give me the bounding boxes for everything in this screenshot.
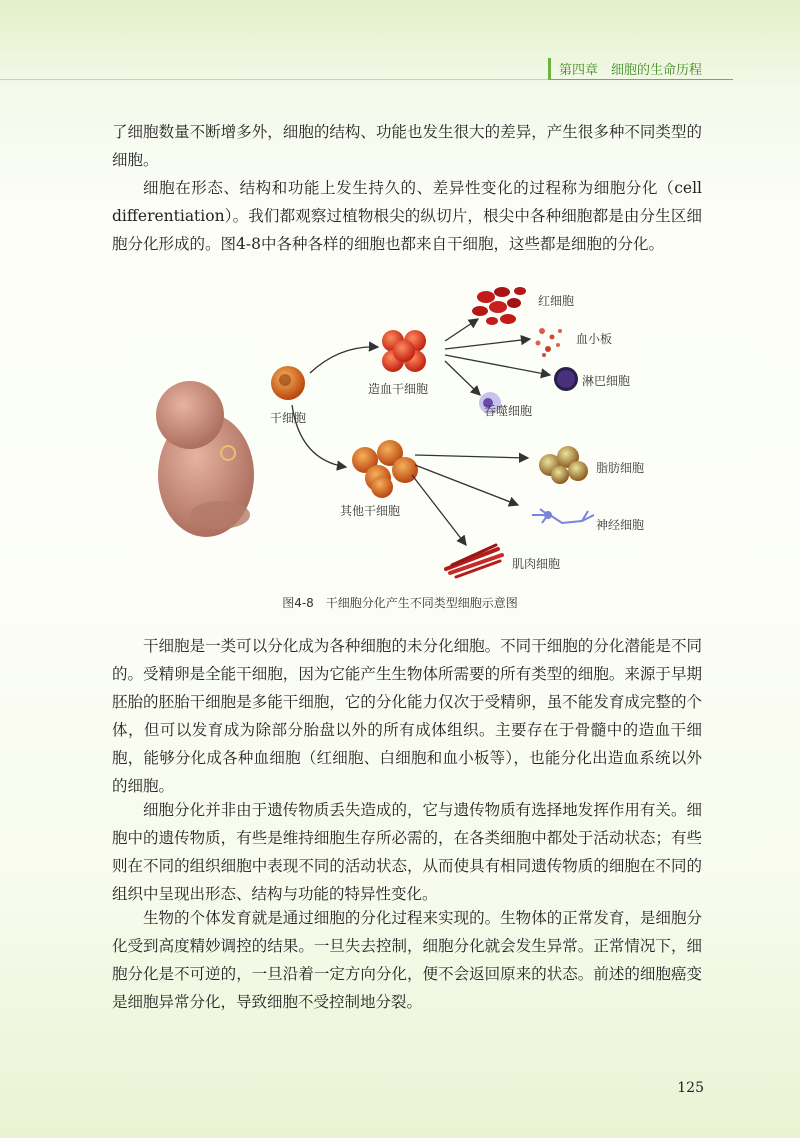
label-muscle: 肌肉细胞 (512, 557, 561, 571)
chapter-title: 第四章 细胞的生命历程 (559, 63, 703, 78)
label-stem-cell: 干细胞 (270, 411, 307, 425)
paragraph-2: 细胞在形态、结构和功能上发生持久的、差异性变化的过程称为细胞分化（cell differentiation）。我们都观察过植物根尖的纵切片，根尖中各种细胞都是由分生区细胞分化形成的。图4-8中各种各样的细胞也都来自干细胞，这些都是细胞的分化。 (112, 179, 702, 253)
paragraph-3: 干细胞是一类可以分化成为各种细胞的未分化细胞。不同干细胞的分化潜能是不同的。受精卵是全能干细胞，因为它能产生生物体所需要的所有类型的细胞。来源于早期胚胎的胚胎干细胞是多能干细胞，它的分化能力仅次于受精卵，虽不能发育成完整的个体，但可以发育成为除部分胎盘以外的所有成体组织。主要存在于骨髓中的造血干细胞，能够分化成各种血细胞（红细胞、白细胞和血小板等），也能分化出造血系统以外的细胞。 (112, 637, 702, 795)
label-macrophage: 吞噬细胞 (484, 404, 533, 418)
fetus-illustration (156, 381, 254, 537)
paragraph-1: 了细胞数量不断增多外，细胞的结构、功能也发生很大的差异，产生很多种不同类型的细胞。 (112, 123, 702, 169)
figure-4-8 (150, 275, 690, 585)
chapter-header (548, 58, 733, 80)
label-fat: 脂肪细胞 (596, 461, 645, 475)
stem-cell-illustration (271, 366, 305, 400)
paragraph-5: 生物的个体发育就是通过细胞的分化过程来实现的。生物体的正常发育，是细胞分化受到高度精妙调控的结果。一旦失去控制，细胞分化就会发生异常。正常情况下，细胞分化是不可逆的，一旦沿着一定方向分化，便不会返回原来的状态。前述的细胞癌变是细胞异常分化，导致细胞不受控制地分裂。 (112, 909, 702, 1011)
header-rule (0, 79, 548, 80)
platelets (536, 328, 563, 357)
label-neuron: 神经细胞 (596, 518, 645, 532)
figure-illustration (150, 275, 690, 585)
neuron (532, 509, 594, 523)
muscle-cells (446, 545, 502, 577)
label-other-stem: 其他干细胞 (340, 504, 401, 518)
page-number: 125 (677, 1080, 704, 1096)
label-lymphocyte: 淋巴细胞 (582, 374, 631, 388)
paragraph-4: 细胞分化并非由于遗传物质丢失造成的，它与遗传物质有选择地发挥作用有关。细胞中的遗传物质，有些是维持细胞生存所必需的，在各类细胞中都处于活动状态；有些则在不同的组织细胞中表现不同的活动状态，从而使具有相同遗传物质的细胞在不同的组织中呈现出形态、结构与功能的特异性变化。 (112, 801, 702, 903)
fat-cells (539, 446, 588, 484)
lymphocyte (554, 367, 578, 391)
label-platelet: 血小板 (576, 332, 613, 346)
hematopoietic-cluster (382, 330, 426, 372)
label-rbc: 红细胞 (538, 294, 575, 308)
other-stem-cluster (352, 440, 418, 498)
label-hematopoietic: 造血干细胞 (368, 382, 429, 396)
figure-caption: 图4-8 干细胞分化产生不同类型细胞示意图 (282, 596, 518, 610)
red-blood-cells (472, 287, 526, 325)
